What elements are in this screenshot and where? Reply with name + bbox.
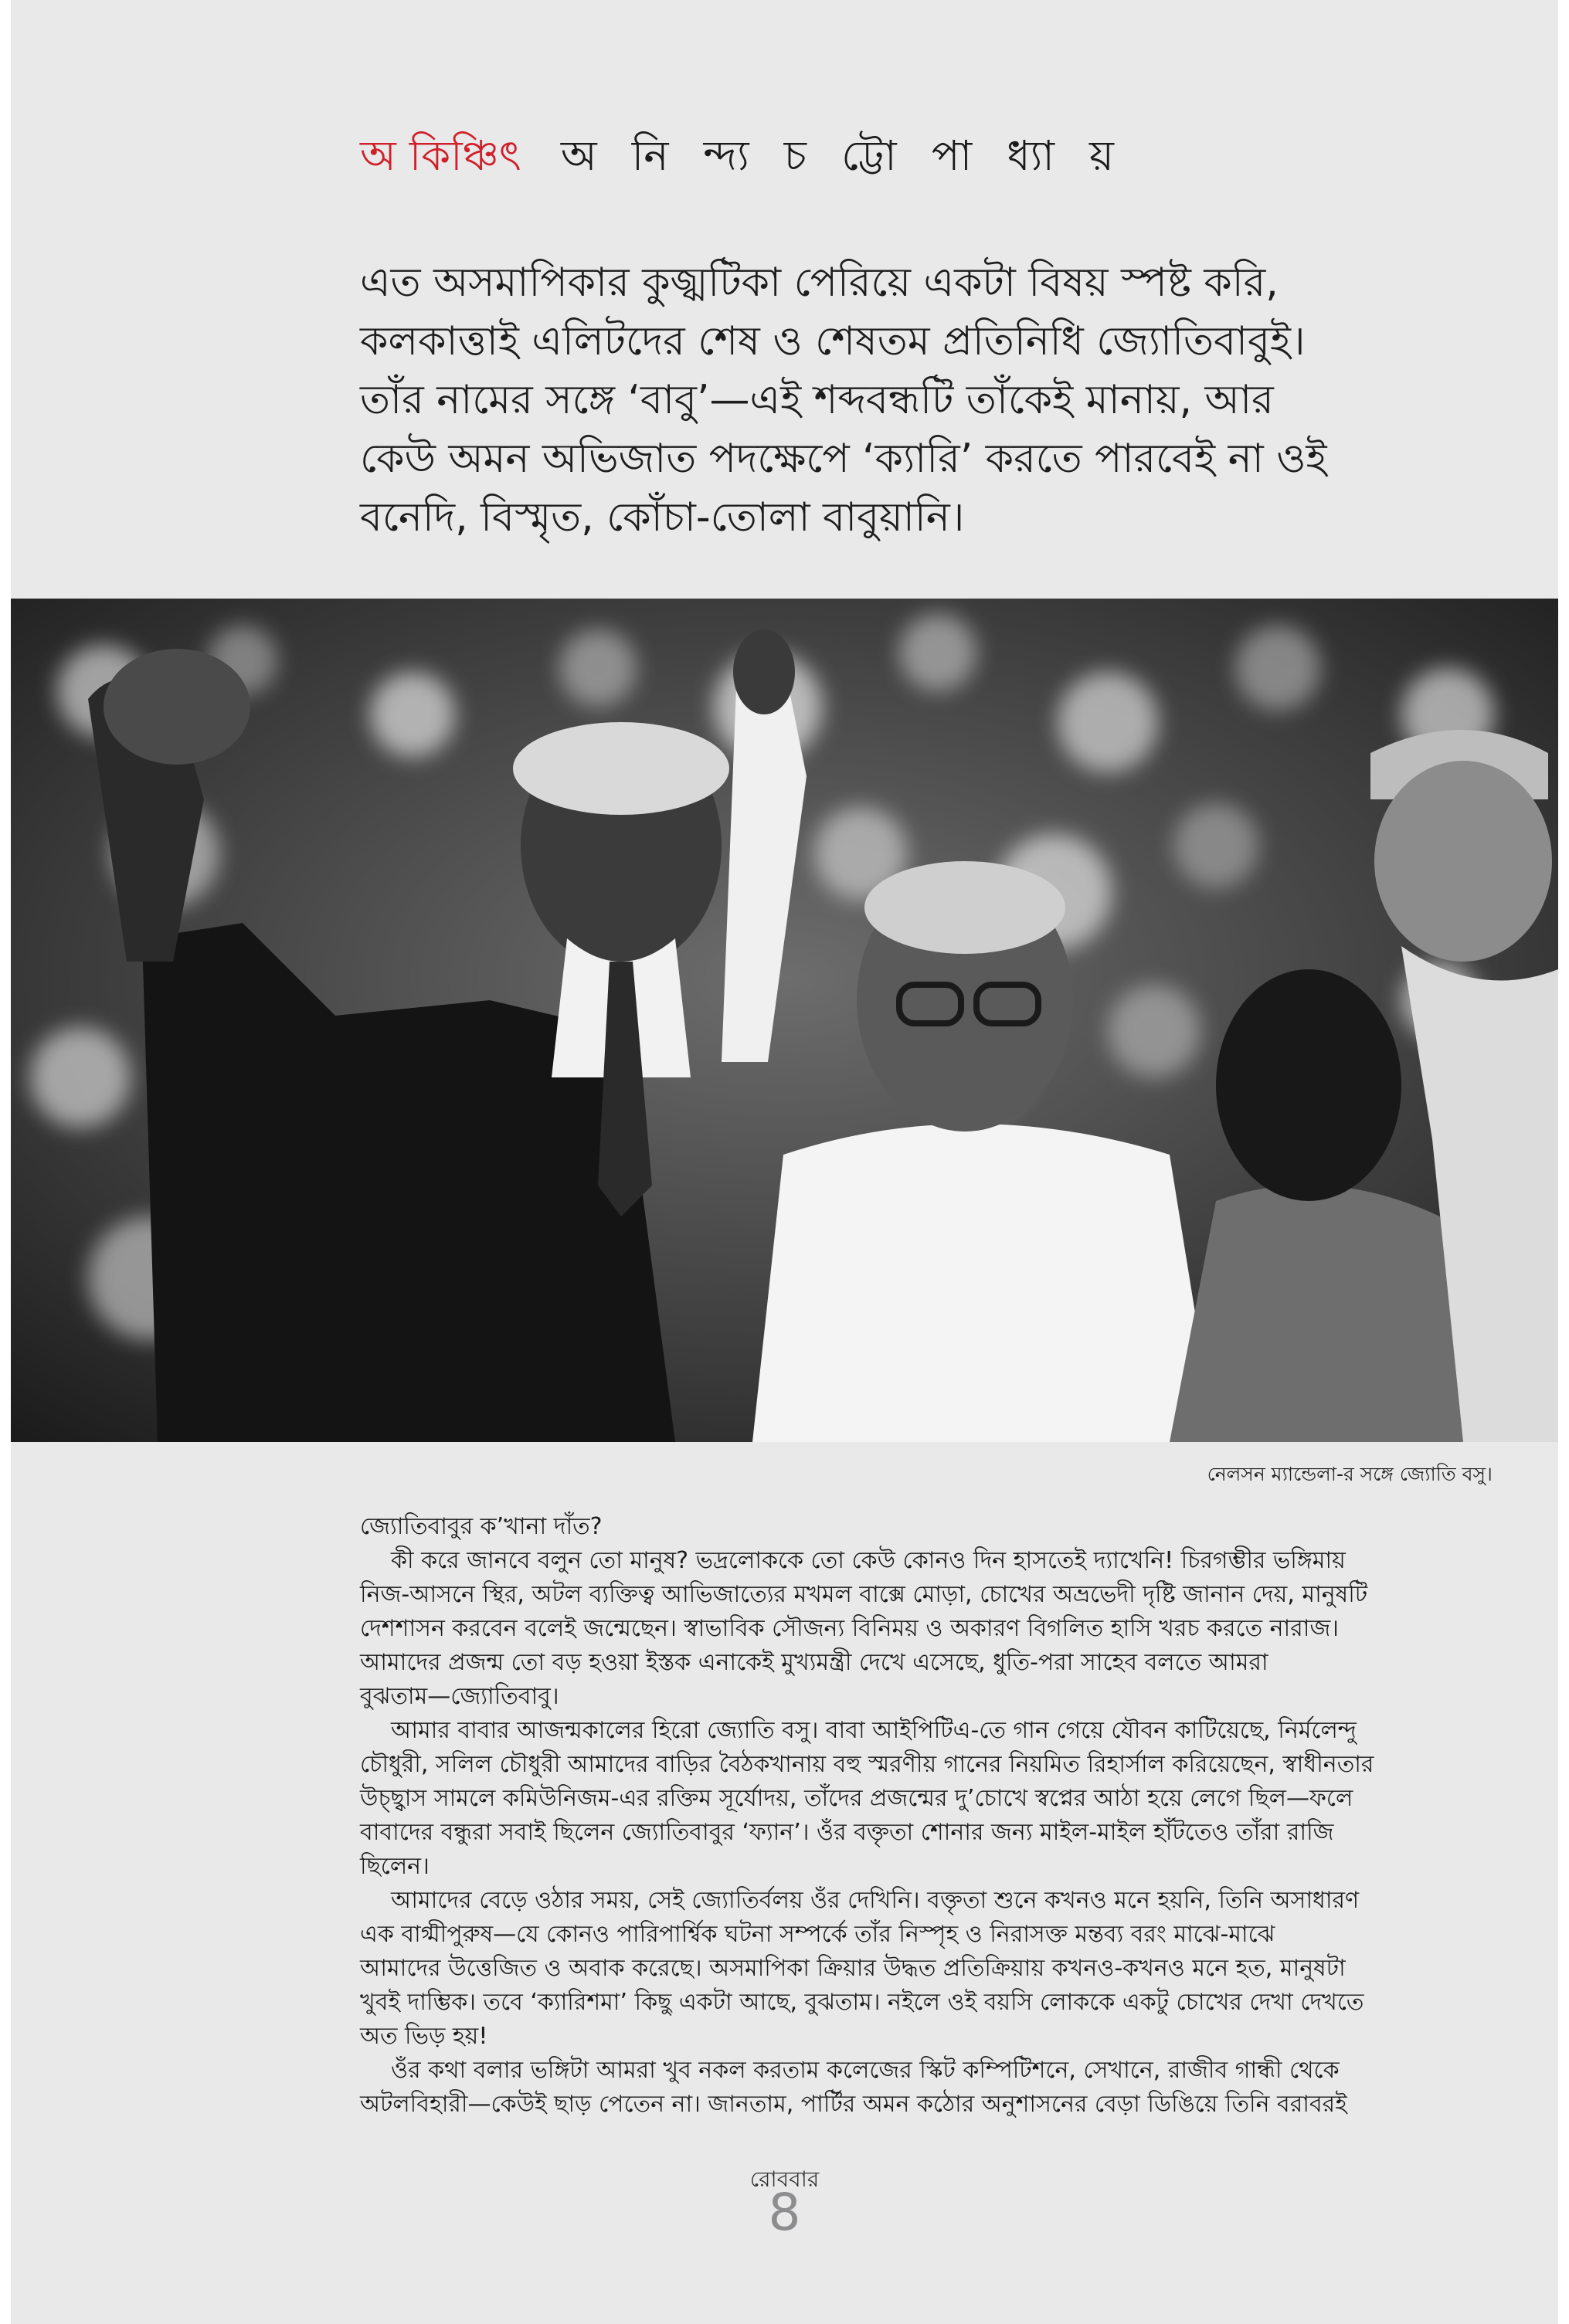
photo-illustration bbox=[11, 599, 1558, 1442]
body-line: দেশশাসন করবেন বলেই জন্মেছেন। স্বাভাবিক সৌজন্য বিনিময় ও অকারণ বিগলিত হাসি খরচ করতে নারাজ। bbox=[360, 1615, 1340, 1642]
magazine-name: রোববার bbox=[749, 2166, 820, 2192]
body-line: চৌধুরী, সলিল চৌধুরী আমাদের বাড়ির বৈঠকখানায় বহু স্মরণীয় গানের নিয়মিত রিহার্সাল করিয়েছেন, স্বাধীনতার bbox=[360, 1751, 1374, 1778]
body-line: খুবই দাম্ভিক। তবে ‘ক্যারিশমা’ কিছু একটা আছে, বুঝতাম। নইলে ওই বয়সি লোককে একটু চোখের দেখা দেখতে bbox=[360, 1989, 1364, 2016]
body-line: আমাদের বেড়ে ওঠার সময়, সেই জ্যোতির্বলয় ওঁর দেখিনি। বক্তৃতা শুনে কখনও মনে হয়নি, তিনি অসাধারণ bbox=[391, 1887, 1360, 1914]
author-name: অ নি ন্দ্য চ ট্টো পা ধ্যা য় bbox=[560, 131, 1125, 180]
body-line: বাবাদের বন্ধুরা সবাই ছিলেন জ্যোতিবাবুর ‘ফ্যান’। ওঁর বক্তৃতা শোনার জন্য মাইল-মাইল হাঁটতেও তাঁরা রাজি bbox=[360, 1819, 1334, 1846]
intro-line: এত অসমাপিকার কুজ্ঝটিকা পেরিয়ে একটা বিষয় স্পষ্ট করি, bbox=[360, 260, 1279, 306]
body-line: আমাদের প্রজন্ম তো বড় হওয়া ইস্তক এনাকেই মুখ্যমন্ত্রী দেখে এসেছে, ধুতি-পরা সাহেব বলতে আমরা bbox=[360, 1649, 1268, 1676]
body-line: নিজ-আসনে স্থির, অটল ব্যক্তিত্ব আভিজাত্যের মখমল বাক্সে মোড়া, চোখের অভ্রভেদী দৃষ্টি জানান দেয়, মানুষটি bbox=[360, 1581, 1368, 1608]
intro-line: বনেদি, বিস্মৃত, কোঁচা-তোলা বাবুয়ানি। bbox=[360, 494, 965, 541]
intro-line: তাঁর নামের সঙ্গে ‘বাবু’—এই শব্দবন্ধটি তাঁকেই মানায়, আর bbox=[360, 377, 1274, 423]
header-kicker bbox=[360, 124, 1125, 193]
body-line: ওঁর কথা বলার ভঙ্গিটা আমরা খুব নকল করতাম কলেজের স্কিট কম্পিটিশনে, সেখানে, রাজীব গান্ধী থেকে bbox=[391, 2057, 1340, 2084]
body-line: অটলবিহারী—কেউই ছাড় পেতেন না। জানতাম, পার্টির অমন কঠোর অনুশাসনের বেড়া ডিঙিয়ে তিনি বরাবরই bbox=[360, 2091, 1347, 2118]
magazine-page bbox=[11, 0, 1558, 2324]
section-title: অ কিঞ্চিৎ bbox=[360, 131, 521, 180]
body-line: অত ভিড় হয়! bbox=[360, 2023, 488, 2050]
body-line: জ্যোতিবাবুর ক’খানা দাঁত? bbox=[360, 1513, 603, 1540]
body-line: উচ্ছ্বাস সামলে কমিউনিজম-এর রক্তিম সূর্যোদয়, তাঁদের প্রজন্মের দু’চোখে স্বপ্নের আঠা হয়ে লেগে ছিল—ফলে bbox=[360, 1785, 1353, 1812]
news-photo bbox=[11, 599, 1558, 1442]
body-line: আমাদের উত্তেজিত ও অবাক করেছে। অসমাপিকা ক্রিয়ার উদ্ধত প্রতিক্রিয়ায় কখনও-কখনও মনে হত, মানুষটা bbox=[360, 1955, 1346, 1982]
page-number: 8 bbox=[768, 2183, 801, 2242]
photo-caption: নেলসন ম্যান্ডেলা-র সঙ্গে জ্যোতি বসু। bbox=[1207, 1463, 1493, 1485]
article-body bbox=[360, 1510, 1442, 2122]
intro-line: কেউ অমন অভিজাত পদক্ষেপে ‘ক্যারি’ করতে পারবেই না ওই bbox=[360, 436, 1327, 482]
body-line: কী করে জানবে বলুন তো মানুষ? ভদ্রলোককে তো কেউ কোনও দিন হাসতেই দ্যাখেনি! চিরগম্ভীর ভঙ্গিমায় bbox=[391, 1547, 1346, 1574]
body-line: বুঝতাম—জ্যোতিবাবু। bbox=[360, 1683, 559, 1710]
intro-paragraph bbox=[360, 253, 1480, 547]
intro-line: কলকাত্তাই এলিটদের শেষ ও শেষতম প্রতিনিধি জ্যোতিবাবুই। bbox=[360, 318, 1306, 365]
body-line: আমার বাবার আজন্মকালের হিরো জ্যোতি বসু। বাবা আইপিটিএ-তে গান গেয়ে যৌবন কাটিয়েছে, নির্মলেন্দু bbox=[391, 1717, 1357, 1744]
body-line: ছিলেন। bbox=[360, 1853, 430, 1880]
body-line: এক বাগ্মীপুরুষ—যে কোনও পারিপার্শ্বিক ঘটনা সম্পর্কে তাঁর নিস্পৃহ ও নিরাসক্ত মন্তব্য বরং মাঝে-মাঝে bbox=[360, 1921, 1275, 1948]
